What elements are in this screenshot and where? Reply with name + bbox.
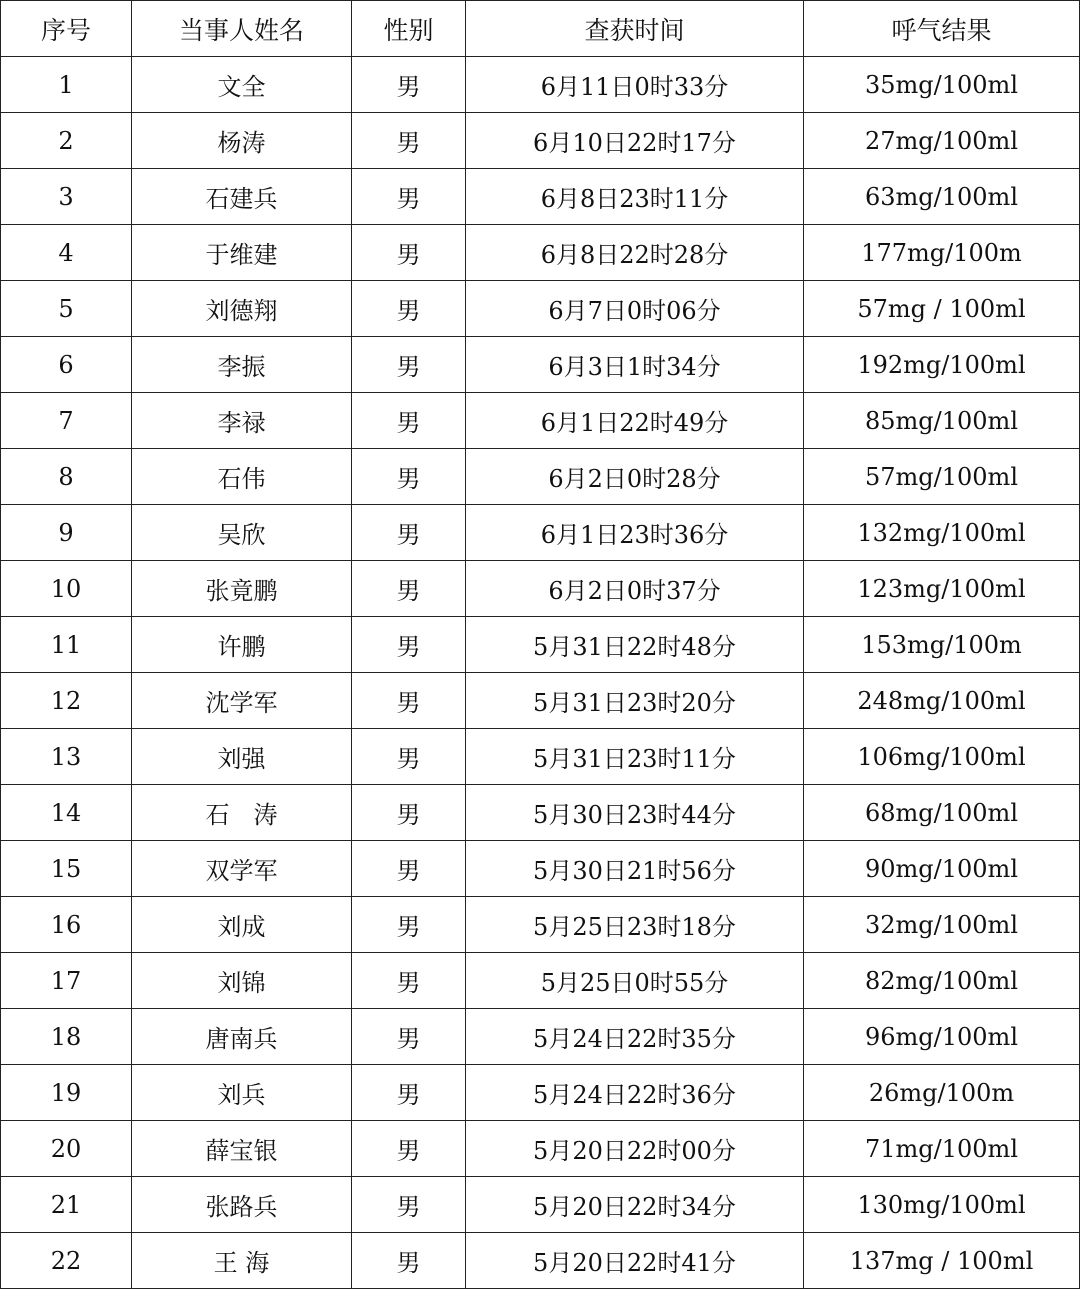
cell-name: 刘强: [132, 729, 352, 785]
cell-name: 刘德翔: [132, 281, 352, 337]
cell-serial-number: 13: [1, 729, 132, 785]
cell-result: 85mg/100ml: [804, 393, 1080, 449]
cell-result: 96mg/100ml: [804, 1009, 1080, 1065]
cell-gender: 男: [352, 1121, 466, 1177]
cell-gender: 男: [352, 897, 466, 953]
cell-serial-number: 7: [1, 393, 132, 449]
cell-serial-number: 4: [1, 225, 132, 281]
cell-serial-number: 22: [1, 1233, 132, 1289]
cell-gender: 男: [352, 169, 466, 225]
cell-result: 35mg/100ml: [804, 57, 1080, 113]
table-row: [1, 561, 1080, 617]
cell-result: 63mg/100ml: [804, 169, 1080, 225]
cell-result: 248mg/100ml: [804, 673, 1080, 729]
table-row: [1, 617, 1080, 673]
cell-gender: 男: [352, 1177, 466, 1233]
cell-time: 6月10日22时17分: [466, 113, 804, 169]
cell-gender: 男: [352, 57, 466, 113]
table-row: [1, 841, 1080, 897]
cell-time: 6月1日23时36分: [466, 505, 804, 561]
cell-time: 5月24日22时36分: [466, 1065, 804, 1121]
table-row: [1, 897, 1080, 953]
cell-time: 5月25日23时18分: [466, 897, 804, 953]
table-row: [1, 505, 1080, 561]
table-row: [1, 281, 1080, 337]
cell-name: 王 海: [132, 1233, 352, 1289]
cell-result: 90mg/100ml: [804, 841, 1080, 897]
table-row: [1, 113, 1080, 169]
cell-result: 106mg/100ml: [804, 729, 1080, 785]
cell-result: 27mg/100ml: [804, 113, 1080, 169]
table-row: [1, 169, 1080, 225]
cell-time: 5月31日23时20分: [466, 673, 804, 729]
cell-gender: 男: [352, 785, 466, 841]
cell-time: 6月1日22时49分: [466, 393, 804, 449]
cell-serial-number: 12: [1, 673, 132, 729]
table-row: [1, 729, 1080, 785]
cell-gender: 男: [352, 393, 466, 449]
cell-serial-number: 15: [1, 841, 132, 897]
cell-serial-number: 9: [1, 505, 132, 561]
table-row: [1, 337, 1080, 393]
cell-serial-number: 5: [1, 281, 132, 337]
table-row: [1, 1233, 1080, 1289]
cell-gender: 男: [352, 841, 466, 897]
cell-name: 杨涛: [132, 113, 352, 169]
cell-gender: 男: [352, 729, 466, 785]
cell-serial-number: 2: [1, 113, 132, 169]
cell-result: 26mg/100m: [804, 1065, 1080, 1121]
table-row: [1, 673, 1080, 729]
table-row: [1, 57, 1080, 113]
cell-result: 57mg / 100ml: [804, 281, 1080, 337]
table-row: [1, 1009, 1080, 1065]
cell-serial-number: 20: [1, 1121, 132, 1177]
cell-time: 5月31日22时48分: [466, 617, 804, 673]
cell-result: 71mg/100ml: [804, 1121, 1080, 1177]
cell-result: 177mg/100m: [804, 225, 1080, 281]
cell-name: 石建兵: [132, 169, 352, 225]
cell-name: 李禄: [132, 393, 352, 449]
cell-time: 5月30日21时56分: [466, 841, 804, 897]
cell-gender: 男: [352, 281, 466, 337]
cell-serial-number: 6: [1, 337, 132, 393]
cell-result: 153mg/100m: [804, 617, 1080, 673]
cell-name: 石伟: [132, 449, 352, 505]
header-name: 当事人姓名: [132, 1, 352, 57]
cell-serial-number: 1: [1, 57, 132, 113]
cell-serial-number: 10: [1, 561, 132, 617]
cell-name: 吴欣: [132, 505, 352, 561]
cell-gender: 男: [352, 1065, 466, 1121]
cell-time: 5月25日0时55分: [466, 953, 804, 1009]
cell-gender: 男: [352, 1009, 466, 1065]
cell-time: 6月7日0时06分: [466, 281, 804, 337]
table-row: [1, 1121, 1080, 1177]
header-gender: 性别: [352, 1, 466, 57]
header-result: 呼气结果: [804, 1, 1080, 57]
cell-serial-number: 16: [1, 897, 132, 953]
cell-name: 于维建: [132, 225, 352, 281]
cell-result: 57mg/100ml: [804, 449, 1080, 505]
cell-name: 李振: [132, 337, 352, 393]
cell-gender: 男: [352, 1233, 466, 1289]
cell-gender: 男: [352, 449, 466, 505]
cell-name: 许鹏: [132, 617, 352, 673]
cell-time: 6月2日0时28分: [466, 449, 804, 505]
cell-gender: 男: [352, 113, 466, 169]
cell-time: 6月8日22时28分: [466, 225, 804, 281]
cell-result: 137mg / 100ml: [804, 1233, 1080, 1289]
table-row: [1, 393, 1080, 449]
cell-name: 刘锦: [132, 953, 352, 1009]
cell-name: 张路兵: [132, 1177, 352, 1233]
cell-name: 唐南兵: [132, 1009, 352, 1065]
table-row: [1, 225, 1080, 281]
cell-time: 6月2日0时37分: [466, 561, 804, 617]
cell-time: 5月30日23时44分: [466, 785, 804, 841]
table-row: [1, 785, 1080, 841]
cell-result: 192mg/100ml: [804, 337, 1080, 393]
cell-serial-number: 8: [1, 449, 132, 505]
cell-time: 6月11日0时33分: [466, 57, 804, 113]
cell-gender: 男: [352, 617, 466, 673]
table-row: [1, 953, 1080, 1009]
cell-name: 双学军: [132, 841, 352, 897]
header-serial-number: 序号: [1, 1, 132, 57]
cell-serial-number: 21: [1, 1177, 132, 1233]
cell-name: 沈学军: [132, 673, 352, 729]
cell-result: 82mg/100ml: [804, 953, 1080, 1009]
cell-gender: 男: [352, 225, 466, 281]
table-row: [1, 1177, 1080, 1233]
cell-gender: 男: [352, 337, 466, 393]
header-row: [1, 1, 1080, 57]
cell-serial-number: 17: [1, 953, 132, 1009]
cell-name: 张竟鹏: [132, 561, 352, 617]
cell-time: 5月20日22时34分: [466, 1177, 804, 1233]
cell-time: 5月24日22时35分: [466, 1009, 804, 1065]
cell-time: 5月31日23时11分: [466, 729, 804, 785]
cell-result: 123mg/100ml: [804, 561, 1080, 617]
cell-time: 5月20日22时00分: [466, 1121, 804, 1177]
cell-gender: 男: [352, 561, 466, 617]
table-row: [1, 449, 1080, 505]
cell-name: 刘成: [132, 897, 352, 953]
cell-time: 6月3日1时34分: [466, 337, 804, 393]
cell-serial-number: 18: [1, 1009, 132, 1065]
cell-name: 文全: [132, 57, 352, 113]
cell-serial-number: 14: [1, 785, 132, 841]
cell-time: 6月8日23时11分: [466, 169, 804, 225]
table-row: [1, 1065, 1080, 1121]
cell-gender: 男: [352, 505, 466, 561]
cell-gender: 男: [352, 673, 466, 729]
table-body: [1, 57, 1080, 1289]
cell-serial-number: 19: [1, 1065, 132, 1121]
header-time: 查获时间: [466, 1, 804, 57]
cell-name: 薛宝银: [132, 1121, 352, 1177]
cell-name: 石 涛: [132, 785, 352, 841]
cell-time: 5月20日22时41分: [466, 1233, 804, 1289]
cell-serial-number: 3: [1, 169, 132, 225]
cell-result: 32mg/100ml: [804, 897, 1080, 953]
cell-gender: 男: [352, 953, 466, 1009]
cell-serial-number: 11: [1, 617, 132, 673]
cell-result: 68mg/100ml: [804, 785, 1080, 841]
cell-result: 130mg/100ml: [804, 1177, 1080, 1233]
cell-name: 刘兵: [132, 1065, 352, 1121]
cell-result: 132mg/100ml: [804, 505, 1080, 561]
